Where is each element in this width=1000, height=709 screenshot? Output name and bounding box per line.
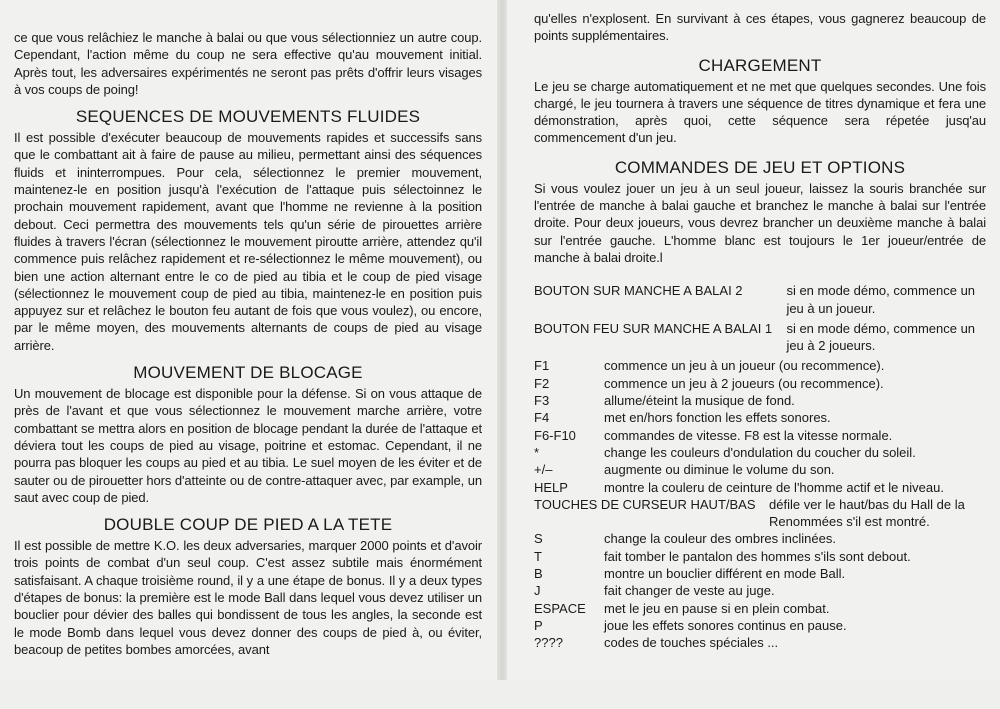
command-description: met en/hors fonction les effets sonores. — [604, 410, 831, 426]
command-row — [534, 409, 986, 426]
command-row — [534, 496, 986, 531]
command-description: augmente ou diminue le volume du son. — [604, 462, 835, 478]
right-paragraph-1: qu'elles n'explosent. En survivant à ces étapes, vous gagnerez beaucoup de points supplémentaires. — [534, 11, 986, 44]
command-row — [534, 530, 986, 547]
command-description: commandes de vitesse. F8 est la vitesse normale. — [604, 427, 893, 443]
command-row — [534, 565, 986, 582]
right-page — [534, 0, 986, 690]
command-row — [534, 600, 986, 617]
command-row — [534, 461, 986, 478]
command-key: T — [534, 548, 542, 564]
command-key: P — [534, 617, 543, 633]
command-key: F2 — [534, 375, 550, 391]
book-gutter — [497, 0, 507, 680]
heading-sequences: SEQUENCES DE MOUVEMENTS FLUIDES — [75, 107, 421, 127]
command-row — [534, 392, 986, 409]
command-description: montre la couleru de ceinture de l'homme actif et le niveau. — [604, 479, 944, 495]
command-description: met le jeu en pause si en plein combat. — [604, 600, 830, 616]
command-key: +/– — [534, 462, 553, 478]
command-row — [534, 548, 986, 565]
command-key: S — [534, 531, 543, 547]
command-description: montre un bouclier différent en mode Ball. — [604, 566, 846, 582]
right-paragraph-3: Si vous voulez jouer un jeu à un seul joueur, laissez la souris branchée sur l'entrée de manche à balai gauche et branchez le manche à balai sur l'entrée droite. Pour deux joueurs, vous devrez brancher un deuxième manche à balai sur l'entrée gauche. L'homme blanc est toujours le 1er joueur/entrée de manche à balai droite.l — [534, 180, 986, 265]
command-key: F1 — [534, 358, 550, 374]
command-row — [534, 582, 986, 599]
command-key: ESPACE — [534, 600, 586, 616]
command-description: défile ver le haut/bas du Hall de la Renommées s'il est montré. — [769, 496, 965, 530]
command-row — [534, 427, 986, 444]
command-key: B — [534, 566, 543, 582]
command-key: F3 — [534, 393, 550, 409]
command-row — [534, 320, 986, 355]
command-row — [534, 479, 986, 496]
heading-commandes: COMMANDES DE JEU ET OPTIONS — [614, 157, 906, 177]
command-row — [534, 617, 986, 634]
left-page — [14, 0, 482, 709]
heading-double-coup: DOUBLE COUP DE PIED A LA TETE — [103, 515, 393, 535]
command-description: change les couleurs d'ondulation du coucher du soleil. — [604, 444, 916, 460]
heading-blocage: MOUVEMENT DE BLOCAGE — [133, 363, 363, 383]
command-key: * — [534, 444, 540, 460]
command-row — [534, 634, 986, 651]
command-row — [534, 444, 986, 461]
command-key: ???? — [534, 635, 563, 651]
command-key: TOUCHES DE CURSEUR HAUT/BAS — [534, 496, 756, 512]
command-row — [534, 375, 986, 392]
command-key: BOUTON FEU SUR MANCHE A BALAI 1 — [534, 320, 773, 336]
command-key: J — [534, 583, 541, 599]
command-description: joue les effets sonores continus en pause. — [604, 617, 847, 633]
command-description: commence un jeu à un joueur (ou recommence). — [604, 358, 885, 374]
left-paragraph-2: Il est possible d'exécuter beaucoup de mouvements rapides et successifs sans que le combattant ait à faire de pause au milieu, permettant ainsi des séquences fluids et ininterrompues. Pour cela, sélectionnez le premier mouvement, maintenez-le en position jusqu'à l'exécution de l'attaque puis sélectoinnez le prochain mouvement rapidement, avant que l'homme ne revienne à la position debout. Ceci permettra des mouvements tels qu'un série de pirouettes arrière fluides à travers l'écran (sélectionnez le mouvement piroutte arrière, attendez qu'il commence puis relâchez rapidement et re-sélectionnez le même mouvement), ou bien une action alternant entre le co de pied au tibia et le coup de pied visage (sélectionnez le mouvement coup de pied au tibia, maintenez-le en position puis appuyez sur et relâchez le bouton feu autant de fois que vous voulez), ou encore, par le même moyen, des mouvements alternants de coups de pied au visage arrière. — [14, 130, 482, 353]
command-key: BOUTON SUR MANCHE A BALAI 2 — [534, 283, 743, 299]
left-paragraph-1: ce que vous relâchiez le manche à balai ou que vous sélectionniez un autre coup. Cependant, l'action même du coup ne sera effective qu'au mouvement initial. Après tout, les adversaires expérimentés ne seront pas prêts d'offrir leurs visages à vos coups de poing! — [14, 30, 482, 97]
command-description: change la couleur des ombres inclinées. — [604, 531, 836, 547]
command-row — [534, 282, 986, 317]
left-paragraph-4: Il est possible de mettre K.O. les deux adversaries, marquer 2000 points et d'avoir trois points de combat d'un seul coup. C'est assez subtile mais énormément satisfaisant. A chaque troisième round, il y a une étape de bonus. Il y a deux types d'étapes de bonus: la première est le mode Ball dans lequel vous devez utiliser un bouclier pour dévier des balles qui bondissent de tous les angles, la seconde est le mode Bomb dans lequel vous devez donner des coups de pied à, ou éviter, beacoup de petites bombes amorcées, avant — [14, 538, 482, 657]
command-description: si en mode démo, commence un jeu à un joueur. — [786, 283, 976, 316]
command-key: F4 — [534, 410, 550, 426]
command-key: F6-F10 — [534, 427, 576, 443]
command-list — [534, 282, 986, 651]
command-description: allume/éteint la musique de fond. — [604, 393, 795, 409]
command-description: commence un jeu à 2 joueurs (ou recommence). — [604, 375, 884, 391]
command-description: codes de touches spéciales ... — [604, 635, 779, 651]
command-description: fait tomber le pantalon des hommes s'ils sont debout. — [604, 548, 911, 564]
right-paragraph-2: Le jeu se charge automatiquement et ne met que quelques secondes. Une fois chargé, le jeu tournera à travers une séquence de titres dynamique et fera une démonstration, après quoi, cette séquence sera répetée jusq'au commencement d'un jeu. — [534, 78, 986, 146]
heading-chargement: CHARGEMENT — [698, 55, 822, 75]
command-description: fait changer de veste au juge. — [604, 583, 775, 599]
command-key: HELP — [534, 479, 568, 495]
command-row — [534, 357, 986, 374]
command-description: si en mode démo, commence un jeu à 2 joueurs. — [786, 320, 976, 354]
left-paragraph-3: Un mouvement de blocage est disponible pour la défense. Si on vous attaque de près de l'avant et que vous sélectionnez le mouvement marche arrière, votre combattant se mettra alors en position de blocage pendant la durée de l'attaque et déviera tout les coups de pied au visage, poitrine et estomac. Cependant, il ne pourra pas bloquer les coups au pied et au tibia. Le suel moyen de les éviter et de sauter ou de pirouetter hors d'atteinte ou de contre-attaquer avec, par example, un saut avec coup de pied. — [14, 386, 482, 505]
